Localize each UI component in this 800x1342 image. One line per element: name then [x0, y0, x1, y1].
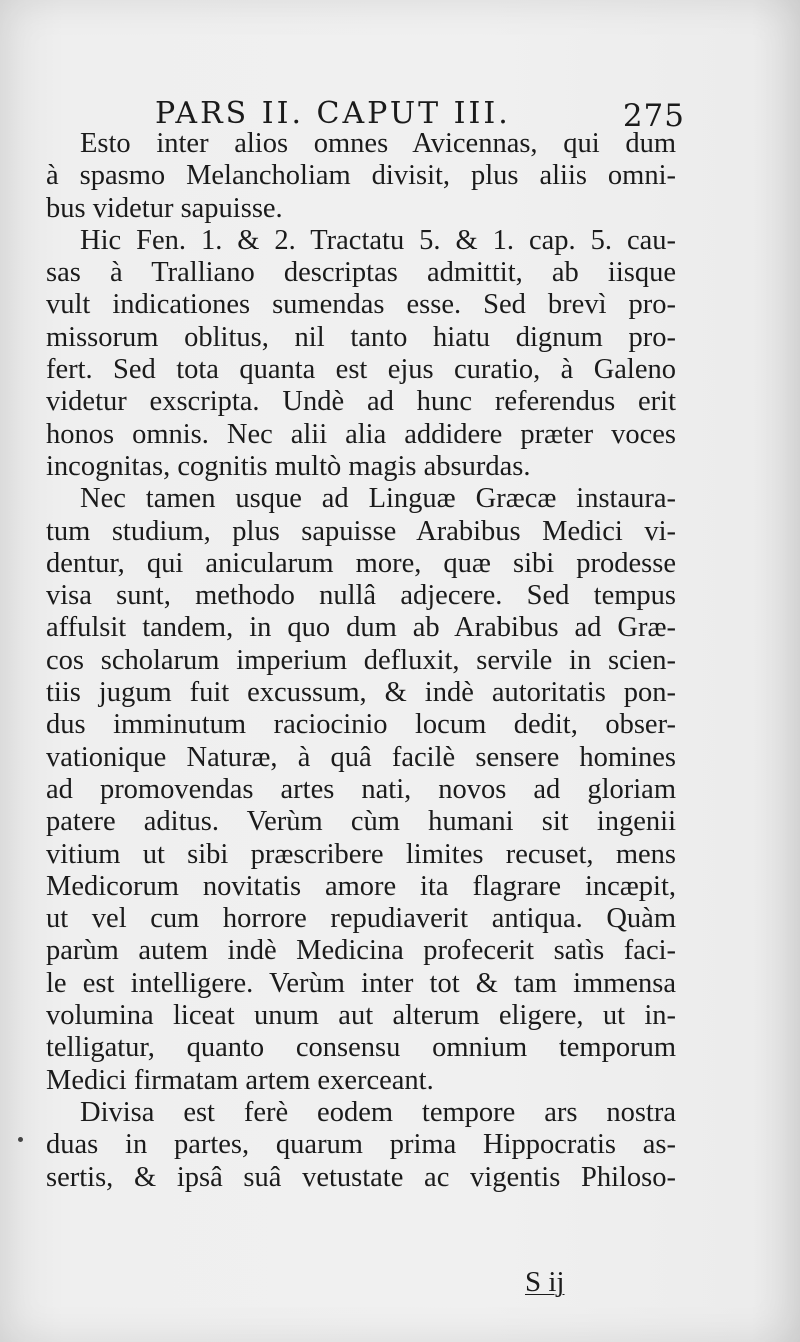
text-line: visa sunt, methodo nullâ adjecere. Sed tempus [46, 580, 676, 612]
paragraph [46, 483, 676, 1097]
text-line: missorum oblitus, nil tanto hiatu dignum pro- [46, 321, 676, 353]
text-line: Medicorum novitatis amore ita flagrare incæpit, [46, 870, 676, 902]
text-line: bus videtur sapuisse. [46, 192, 283, 224]
text-line: vationique Naturæ, à quâ facilè sensere homines [46, 741, 676, 773]
text-line: dentur, qui anicularum more, quæ sibi prodesse [46, 547, 676, 579]
text-line: volumina liceat unum aut alterum eligere, ut in- [46, 1000, 676, 1032]
text-line: Hic Fen. 1. & 2. Tractatu 5. & 1. cap. 5. cau- [80, 224, 676, 256]
text-line: telligatur, quanto consensu omnium temporum [46, 1032, 676, 1064]
text-line: duas in partes, quarum prima Hippocratis as- [46, 1129, 676, 1161]
text-line: le est intelligere. Verùm inter tot & tam immensa [46, 967, 676, 999]
text-line: vitium ut sibi præscribere limites recuset, mens [46, 838, 676, 870]
text-line: vult indicationes sumendas esse. Sed brevì pro- [46, 289, 676, 321]
body-text [46, 128, 676, 1194]
text-line: patere aditus. Verùm cùm humani sit ingenii [46, 806, 676, 838]
text-line: parùm autem indè Medicina profecerit satìs faci- [46, 935, 676, 967]
paragraph [46, 128, 676, 225]
text-line: incognitas, cognitis multò magis absurdas. [46, 450, 531, 482]
text-line: cos scholarum imperium defluxit, servile in scien- [46, 644, 676, 676]
paragraph [46, 1097, 676, 1194]
text-line: dus imminutum raciocinio locum dedit, obser- [46, 709, 676, 741]
text-line: fert. Sed tota quanta est ejus curatio, à Galeno [46, 354, 676, 386]
signature-mark: S ij [525, 1266, 565, 1298]
text-line: tiis jugum fuit excussum, & indè autoritatis pon- [46, 677, 676, 709]
running-title: PARS II. CAPUT III. [155, 96, 511, 131]
paragraph [46, 225, 676, 483]
text-line: sertis, & ipsâ suâ vetustate ac vigentis Philoso- [46, 1161, 676, 1193]
page-number: 275 [622, 98, 685, 134]
text-line: sas à Tralliano descriptas admittit, ab iisque [46, 257, 676, 289]
text-line: ad promovendas artes nati, novos ad gloriam [46, 773, 676, 805]
text-line: Esto inter alios omnes Avicennas, qui dum [80, 128, 676, 159]
text-line: affulsit tandem, in quo dum ab Arabibus ad Græ- [46, 612, 676, 644]
text-line: ut vel cum horrore repudiaverit antiqua. Quàm [46, 903, 676, 935]
text-line: Nec tamen usque ad Linguæ Græcæ instaura- [80, 483, 676, 515]
text-line: tum studium, plus sapuisse Arabibus Medici vi- [46, 515, 676, 547]
text-line: honos omnis. Nec alii alia addidere præter voces [46, 418, 676, 450]
text-line: Divisa est ferè eodem tempore ars nostra [80, 1096, 676, 1128]
text-line: Medici firmatam artem exerceant. [46, 1064, 434, 1096]
text-line: videtur exscripta. Undè ad hunc referendus erit [46, 386, 676, 418]
ink-speck [18, 1137, 23, 1142]
text-line: à spasmo Melancholiam divisit, plus aliis omni- [46, 160, 676, 192]
